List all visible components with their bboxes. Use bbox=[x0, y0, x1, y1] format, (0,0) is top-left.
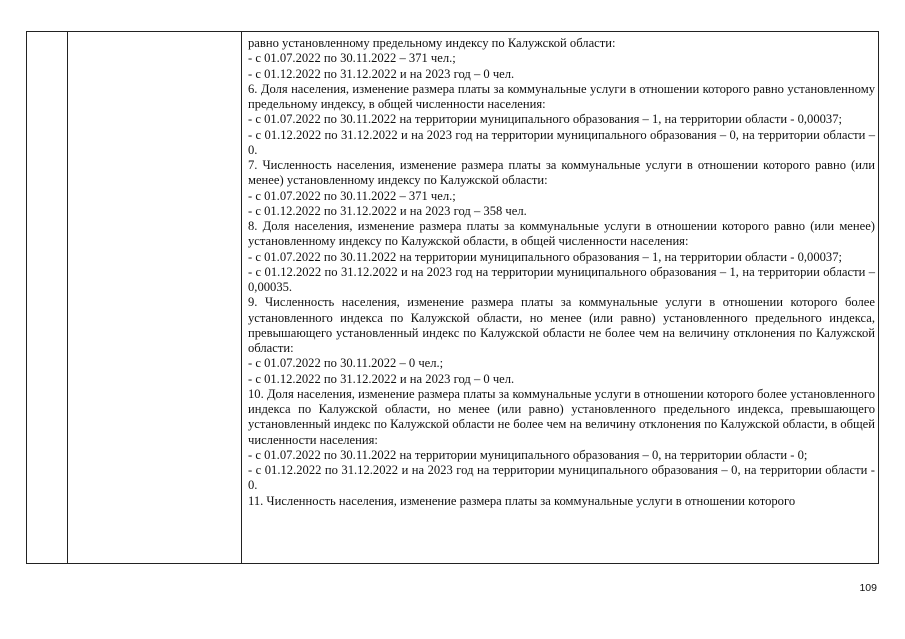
paragraph: 10. Доля населения, изменение размера платы за коммунальные услуги в отношении которого более установленного индекса по Калужской области, но менее (или равно) установленного предельного индекса, превышающего установленный индекс по Калужской области не более чем на величину отклонения по Калужской области, в общей численности населения: bbox=[248, 386, 875, 447]
paragraph: - с 01.12.2022 по 31.12.2022 и на 2023 год – 0 чел. bbox=[248, 66, 515, 81]
paragraph: - с 01.07.2022 по 30.11.2022 на территории муниципального образования – 1, на территории области - 0,00037; bbox=[248, 249, 843, 264]
document-table bbox=[26, 31, 879, 564]
page-number: 109 bbox=[859, 582, 877, 594]
paragraph: - с 01.07.2022 по 30.11.2022 – 371 чел.; bbox=[248, 188, 456, 203]
paragraph: - с 01.07.2022 по 30.11.2022 на территории муниципального образования – 0, на территории области - 0; bbox=[248, 447, 808, 462]
paragraph: - с 01.12.2022 по 31.12.2022 и на 2023 год на территории муниципального образования – 0, на территории области – 0. bbox=[248, 127, 875, 157]
paragraph: 9. Численность населения, изменение размера платы за коммунальные услуги в отношении которого более установленного индекса по Калужской области, но менее (или равно) установленного предельного индекса, превышающего установленный индекс по Калужской области не более чем на величину отклонения по Калужской области: bbox=[248, 295, 875, 355]
paragraph: - с 01.07.2022 по 30.11.2022 на территории муниципального образования – 1, на территории области - 0,00037; bbox=[248, 112, 843, 127]
paragraph: - с 01.12.2022 по 31.12.2022 и на 2023 год – 358 чел. bbox=[248, 203, 527, 218]
paragraph: 6. Доля населения, изменение размера платы за коммунальные услуги в отношении которого равно установленному предельному индексу, в общей численности населения: bbox=[248, 81, 875, 111]
table-cell-text bbox=[248, 36, 875, 509]
paragraph: - с 01.12.2022 по 31.12.2022 и на 2023 год на территории муниципального образования – 1, на территории области – 0,00035. bbox=[248, 264, 875, 294]
paragraph: равно установленному предельному индексу по Калужской области: bbox=[248, 36, 616, 50]
paragraph: 7. Численность населения, изменение размера платы за коммунальные услуги в отношении которого равно (или менее) установленному индексу по Калужской области: bbox=[248, 158, 875, 188]
column-divider bbox=[241, 32, 242, 563]
column-divider bbox=[67, 32, 68, 563]
paragraph: - с 01.12.2022 по 31.12.2022 и на 2023 год на территории муниципального образования – 0, на территории области - 0. bbox=[248, 463, 875, 493]
paragraph: - с 01.12.2022 по 31.12.2022 и на 2023 год – 0 чел. bbox=[248, 371, 515, 386]
paragraph: - с 01.07.2022 по 30.11.2022 – 0 чел.; bbox=[248, 356, 444, 371]
paragraph: 11. Численность населения, изменение размера платы за коммунальные услуги в отношении которого bbox=[248, 493, 796, 508]
paragraph: 8. Доля населения, изменение размера платы за коммунальные услуги в отношении которого равно (или менее) установленному индексу по Калужской области, в общей численности населения: bbox=[248, 219, 875, 249]
paragraph: - с 01.07.2022 по 30.11.2022 – 371 чел.; bbox=[248, 51, 456, 66]
